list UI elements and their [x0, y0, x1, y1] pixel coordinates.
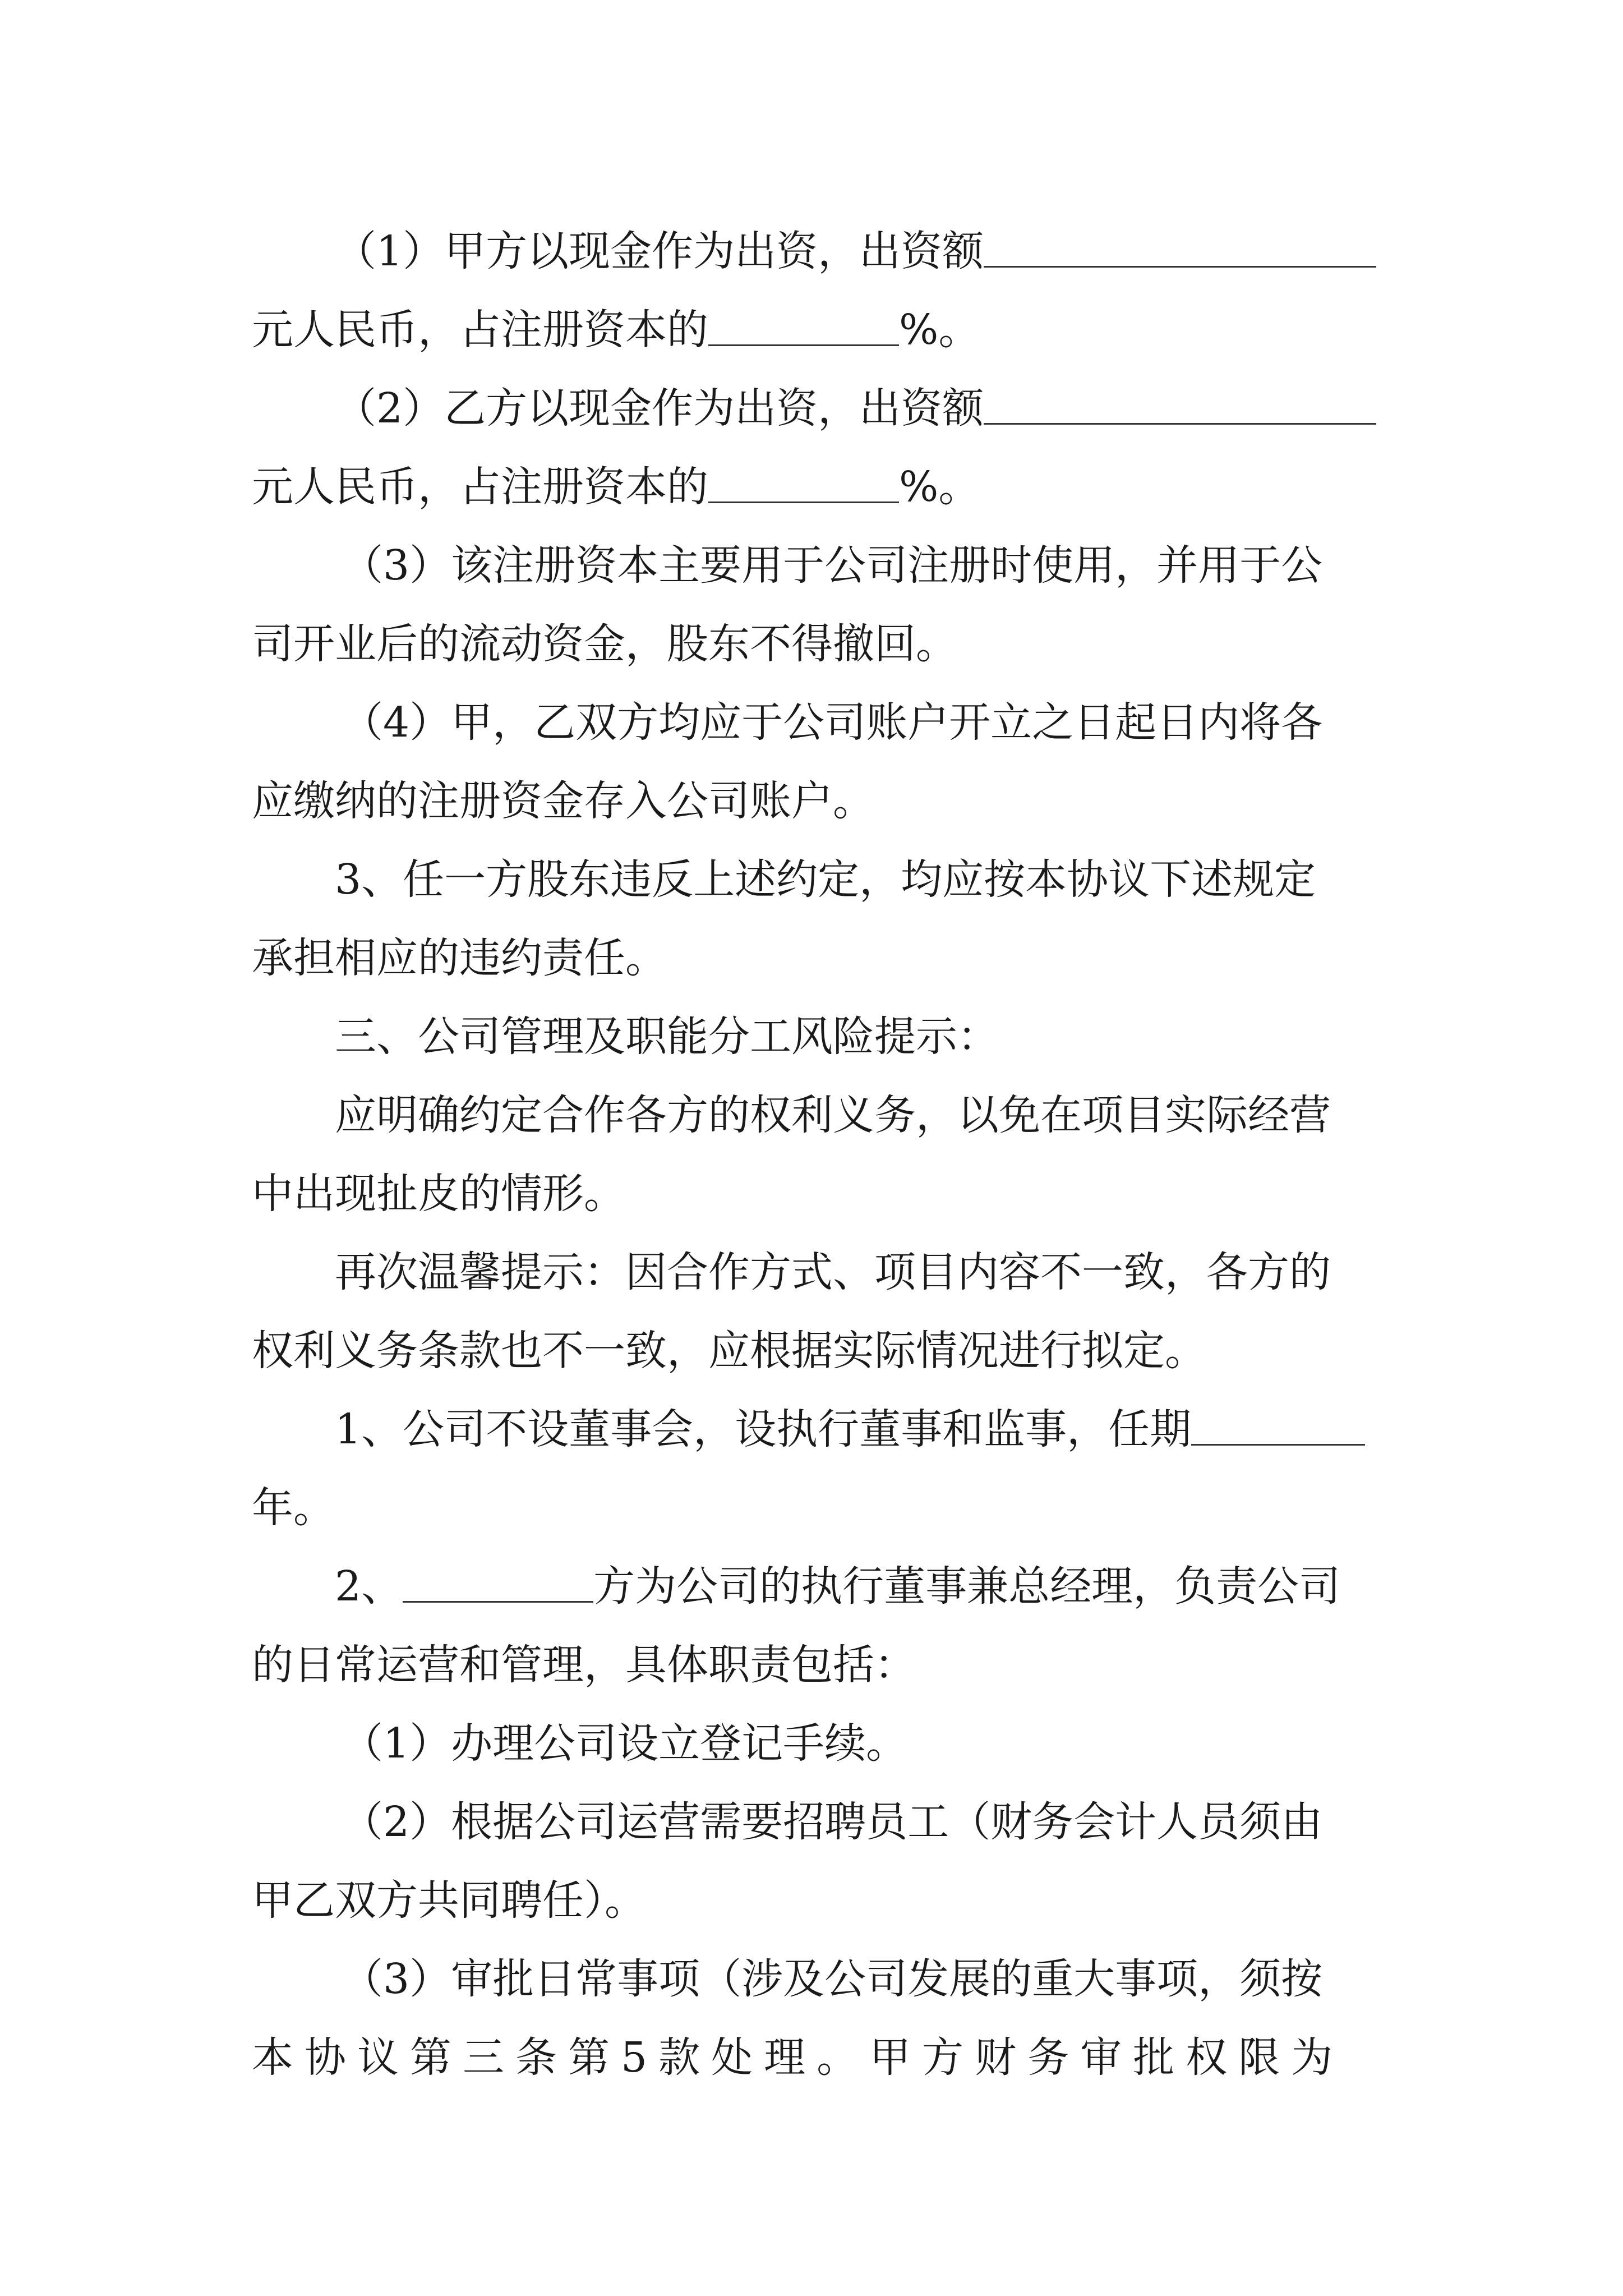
- paragraph-line: [252, 1626, 1385, 1704]
- paragraph-line: [252, 605, 1385, 683]
- paragraph-line: [252, 1469, 1385, 1547]
- paragraph-text: 元人民币，占注册资本的: [252, 463, 708, 511]
- section-heading: [252, 997, 1385, 1076]
- paragraph-text: （2）根据公司运营需要招聘员工（财务会计人员须由: [342, 1798, 1323, 1846]
- paragraph-line: [252, 212, 1385, 291]
- paragraph-line: [252, 1783, 1385, 1861]
- heading-text: 三、公司管理及职能分工风险提示：: [335, 1013, 999, 1061]
- paragraph-text: 本协议第三条第5款处理。甲方财务审批权限为: [252, 2033, 1344, 2082]
- paragraph-text: （3）审批日常事项（涉及公司发展的重大事项，须按: [342, 1955, 1323, 2003]
- paragraph-line: [252, 1233, 1385, 1312]
- fill-in-blank[interactable]: [1191, 1405, 1365, 1446]
- paragraph-text: 承担相应的违约责任。: [252, 934, 667, 982]
- paragraph-text: 权利义务条款也不一致，应根据实际情况进行拟定。: [252, 1327, 1206, 1375]
- paragraph-line: [252, 526, 1385, 605]
- paragraph-text: 3、任一方股东违反上述约定，均应按本协议下述规定: [335, 855, 1316, 904]
- paragraph-line: [252, 291, 1385, 369]
- paragraph-line: [252, 1861, 1385, 1940]
- paragraph-text: 元人民币，占注册资本的: [252, 306, 708, 354]
- paragraph-line: [252, 448, 1385, 526]
- paragraph-line: [252, 1940, 1385, 2018]
- paragraph-text: 应明确约定合作各方的权利义务，以免在项目实际经营: [335, 1091, 1331, 1139]
- paragraph-line: [252, 1704, 1385, 1783]
- paragraph-text: 甲乙双方共同聘任）。: [252, 1876, 646, 1925]
- paragraph-text: （1）甲方以现金作为出资，出资额: [335, 227, 984, 275]
- paragraph-text: 司开业后的流动资金，股东不得撤回。: [252, 620, 957, 668]
- paragraph-line: [252, 919, 1385, 997]
- paragraph-line: [252, 369, 1385, 448]
- paragraph-text: 方为公司的执行董事兼总经理，负责公司: [593, 1562, 1341, 1611]
- paragraph-line: [252, 1547, 1385, 1626]
- fill-in-blank[interactable]: [403, 1562, 593, 1603]
- paragraph-text: 2、: [335, 1562, 403, 1611]
- paragraph-text: （1）办理公司设立登记手续。: [342, 1719, 908, 1768]
- paragraph-text: （3）该注册资本主要用于公司注册时使用，并用于公: [342, 541, 1323, 590]
- paragraph-line: [252, 762, 1385, 840]
- paragraph-text: 的日常运营和管理，具体职责包括：: [252, 1641, 916, 1689]
- paragraph-text: 再次温馨提示：因合作方式、项目内容不一致，各方的: [335, 1248, 1331, 1296]
- paragraph-text: （2）乙方以现金作为出资，出资额: [335, 384, 984, 432]
- paragraph-text: 中出现扯皮的情形。: [252, 1170, 625, 1218]
- paragraph-line: [252, 2018, 1385, 2097]
- paragraph-text: （4）甲，乙双方均应于公司账户开立之日起日内将各: [342, 698, 1323, 747]
- paragraph-text: 年。: [252, 1484, 335, 1532]
- paragraph-text: 1、公司不设董事会，设执行董事和监事，任期: [335, 1405, 1192, 1453]
- paragraph-text: %。: [899, 306, 980, 354]
- paragraph-text: %。: [899, 463, 980, 511]
- paragraph-line: [252, 1390, 1385, 1469]
- fill-in-blank[interactable]: [708, 305, 899, 346]
- paragraph-line: [252, 1076, 1385, 1154]
- paragraph-line: [252, 840, 1385, 919]
- paragraph-line: [252, 1154, 1385, 1233]
- paragraph-line: [252, 1312, 1385, 1390]
- paragraph-line: [252, 683, 1385, 762]
- fill-in-blank[interactable]: [984, 227, 1376, 268]
- fill-in-blank[interactable]: [984, 384, 1376, 425]
- paragraph-text: 应缴纳的注册资金存入公司账户。: [252, 777, 874, 825]
- fill-in-blank[interactable]: [708, 462, 899, 503]
- document-page: [252, 212, 1385, 2097]
